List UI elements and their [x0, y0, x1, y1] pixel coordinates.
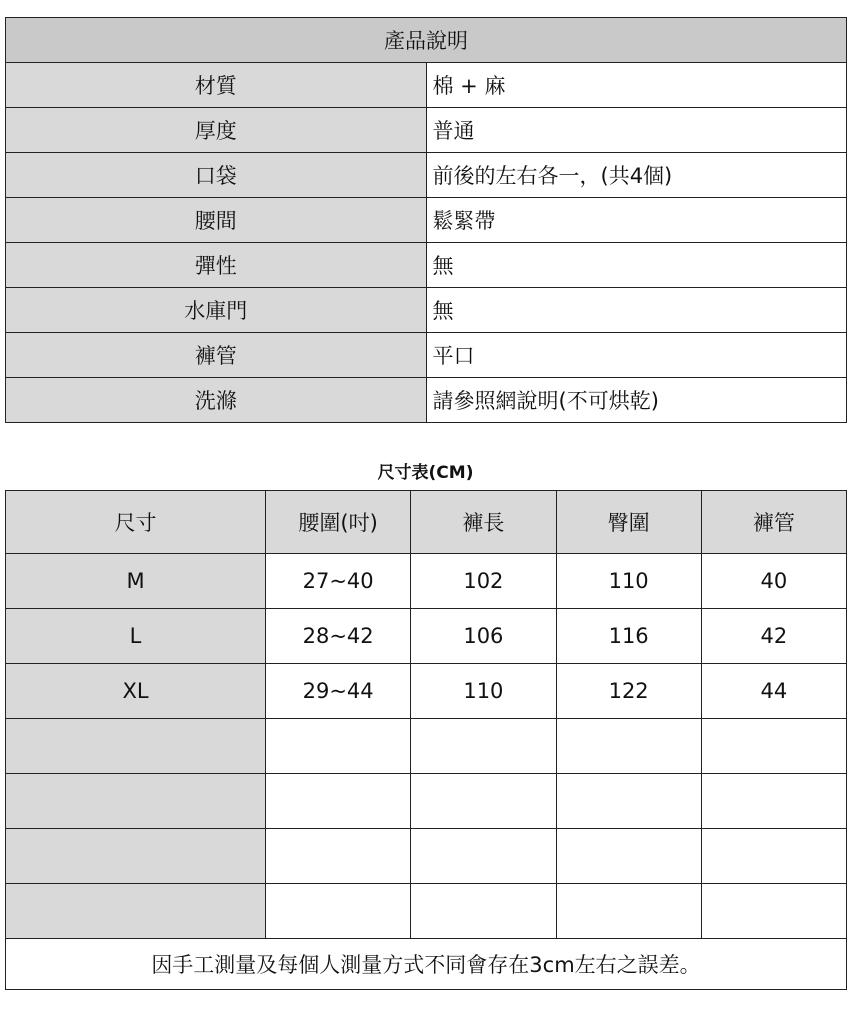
table-row — [6, 664, 847, 719]
info-label-zipper: 水庫門 — [6, 288, 427, 333]
length-cell: 102 — [411, 554, 556, 609]
size-cell: M — [6, 554, 266, 609]
info-label-pockets: 口袋 — [6, 153, 427, 198]
header-length: 褲長 — [411, 491, 556, 554]
length-cell — [411, 719, 556, 774]
size-chart-note-row — [6, 939, 847, 990]
product-info-row — [6, 243, 847, 288]
leg-opening-cell — [701, 829, 846, 884]
hip-cell: 110 — [556, 554, 701, 609]
waist-cell: 28~42 — [266, 609, 411, 664]
table-row — [6, 554, 847, 609]
product-info-row — [6, 333, 847, 378]
info-value-zipper: 無 — [426, 288, 847, 333]
hip-cell — [556, 774, 701, 829]
table-row — [6, 719, 847, 774]
product-info-row — [6, 108, 847, 153]
header-waist: 腰圍(吋) — [266, 491, 411, 554]
info-label-waist: 腰間 — [6, 198, 427, 243]
table-row — [6, 774, 847, 829]
leg-opening-cell: 40 — [701, 554, 846, 609]
product-info-row — [6, 288, 847, 333]
header-hip: 臀圍 — [556, 491, 701, 554]
info-value-washing: 請參照網說明(不可烘乾) — [426, 378, 847, 423]
product-info-row — [6, 198, 847, 243]
size-cell — [6, 774, 266, 829]
length-cell: 106 — [411, 609, 556, 664]
product-info-title: 產品說明 — [6, 18, 847, 63]
size-chart-title: 尺寸表(CM) — [377, 463, 474, 483]
size-cell — [6, 829, 266, 884]
info-value-elasticity: 無 — [426, 243, 847, 288]
size-cell: XL — [6, 664, 266, 719]
size-chart-header-row — [6, 491, 847, 554]
header-size: 尺寸 — [6, 491, 266, 554]
length-cell — [411, 774, 556, 829]
leg-opening-cell — [701, 884, 846, 939]
length-cell — [411, 829, 556, 884]
info-value-leg-opening: 平口 — [426, 333, 847, 378]
size-cell: L — [6, 609, 266, 664]
length-cell: 110 — [411, 664, 556, 719]
product-info-row — [6, 378, 847, 423]
info-label-elasticity: 彈性 — [6, 243, 427, 288]
info-value-material: 棉 + 麻 — [426, 63, 847, 108]
info-value-thickness: 普通 — [426, 108, 847, 153]
waist-cell: 29~44 — [266, 664, 411, 719]
size-cell — [6, 884, 266, 939]
info-label-thickness: 厚度 — [6, 108, 427, 153]
waist-cell — [266, 829, 411, 884]
table-row — [6, 884, 847, 939]
size-chart-table — [5, 490, 847, 990]
product-info-row — [6, 153, 847, 198]
product-info-row — [6, 63, 847, 108]
waist-cell — [266, 884, 411, 939]
info-label-leg-opening: 褲管 — [6, 333, 427, 378]
leg-opening-cell: 44 — [701, 664, 846, 719]
info-label-washing: 洗滌 — [6, 378, 427, 423]
hip-cell — [556, 884, 701, 939]
table-row — [6, 609, 847, 664]
product-info-table — [5, 17, 847, 423]
waist-cell — [266, 719, 411, 774]
info-value-pockets: 前後的左右各一，(共4個) — [426, 153, 847, 198]
hip-cell — [556, 719, 701, 774]
leg-opening-cell — [701, 719, 846, 774]
table-row — [6, 829, 847, 884]
waist-cell — [266, 774, 411, 829]
hip-cell — [556, 829, 701, 884]
hip-cell: 116 — [556, 609, 701, 664]
info-label-material: 材質 — [6, 63, 427, 108]
hip-cell: 122 — [556, 664, 701, 719]
length-cell — [411, 884, 556, 939]
size-cell — [6, 719, 266, 774]
leg-opening-cell: 42 — [701, 609, 846, 664]
info-value-waist: 鬆緊帶 — [426, 198, 847, 243]
waist-cell: 27~40 — [266, 554, 411, 609]
leg-opening-cell — [701, 774, 846, 829]
header-leg-opening: 褲管 — [701, 491, 846, 554]
measurement-note: 因手工測量及每個人測量方式不同會存在3cm左右之誤差。 — [6, 939, 847, 990]
